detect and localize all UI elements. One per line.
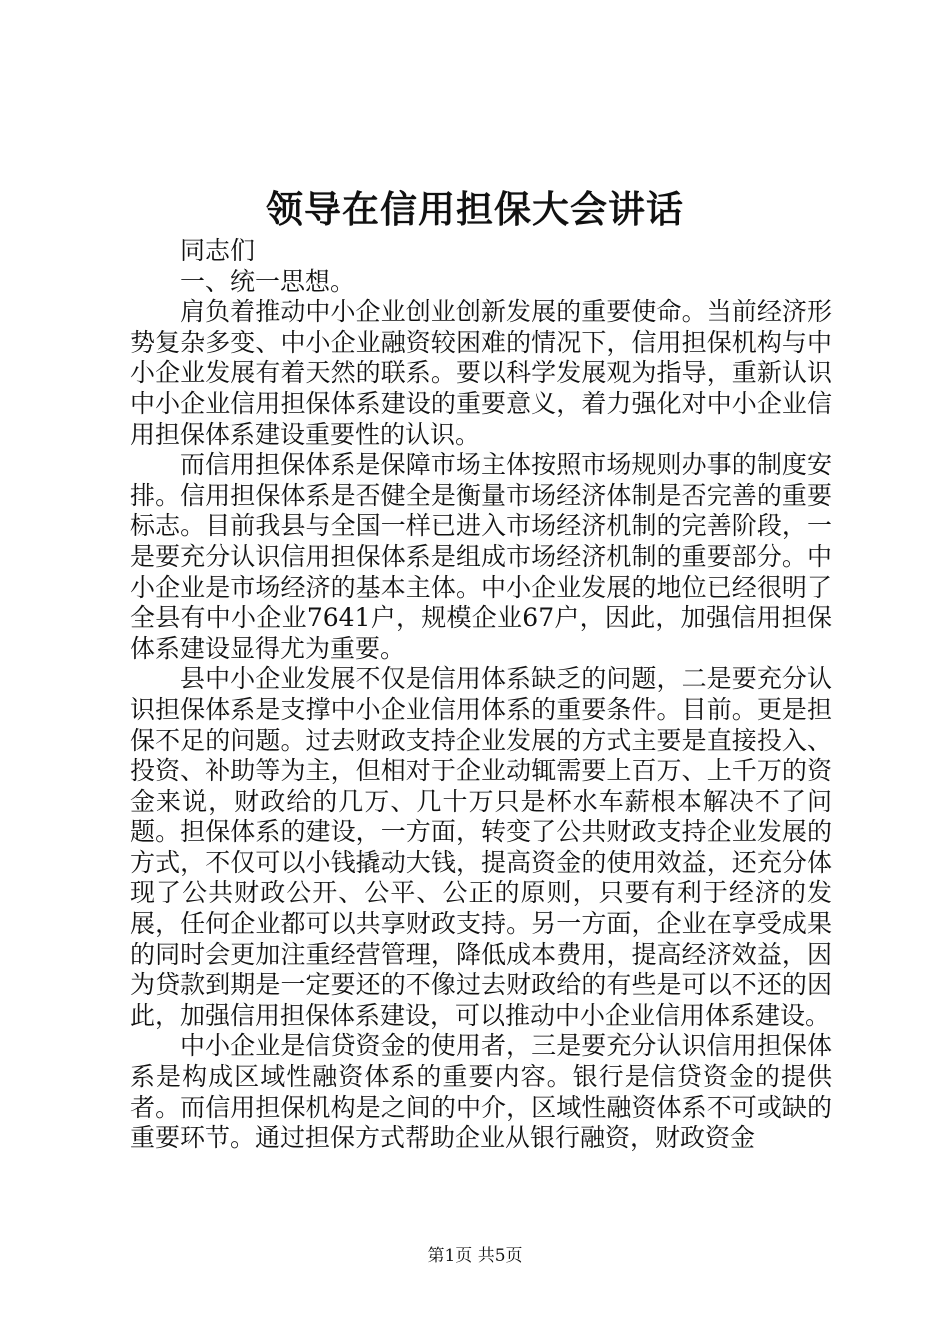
body-paragraph: 县中小企业发展不仅是信用体系缺乏的问题，二是要充分认识担保体系是支撑中小企业信用体系的重要条件。目前。更是担保不足的问题。过去财政支持企业发展的方式主要是直接投入、投资、补助等为主，但相对于企业动辄需要上百万、上千万的资金来说，财政给的几万、几十万只是杯水车薪根本解决不了问题。担保体系的建设，一方面，转变了公共财政支持企业发展的方式，不仅可以小钱撬动大钱，提高资金的使用效益，还充分体现了公共财政公开、公平、公正的原则，只要有利于经济的发展，任何企业都可以共享财政支持。另一方面，企业在享受成果的同时会更加注重经营管理，降低成本费用，提高经济效益，因为贷款到期是一定要还的不像过去财政给的有些是可以不还的因此，加强信用担保体系建设，可以推动中小企业信用体系建设。 xyxy=(130,664,832,1030)
section-heading: 一、统一思想。 xyxy=(180,266,356,296)
salutation: 同志们 xyxy=(180,236,256,265)
body-paragraph: 而信用担保体系是保障市场主体按照市场规则办事的制度安排。信用担保体系是否健全是衡量市场经济体制是否完善的重要标志。目前我县与全国一样已进入市场经济机制的完善阶段，一是要充分认识信用担保体系是组成市场经济机制的重要部分。中小企业是市场经济的基本主体。中小企业发展的地位已经很明了全县有中小企业7641户，规模企业67户，因此，加强信用担保体系建设显得尤为重要。 xyxy=(130,450,832,663)
body-paragraph: 肩负着推动中小企业创业创新发展的重要使命。当前经济形势复杂多变、中小企业融资较困难的情况下，信用担保机构与中小企业发展有着天然的联系。要以科学发展观为指导，重新认识中小企业信用担保体系建设的重要意义，着力强化对中小企业信用担保体系建设重要性的认识。 xyxy=(130,297,832,449)
document-title: 领导在信用担保大会讲话 xyxy=(266,187,684,231)
page-footer: 第1页 共5页 xyxy=(427,1246,523,1266)
document-body xyxy=(130,236,832,1154)
body-paragraph: 中小企业是信贷资金的使用者，三是要充分认识信用担保体系是构成区域性融资体系的重要内容。银行是信贷资金的提供者。而信用担保机构是之间的中介，区域性融资体系不可或缺的重要环节。通过担保方式帮助企业从银行融资，财政资金 xyxy=(130,1031,832,1153)
